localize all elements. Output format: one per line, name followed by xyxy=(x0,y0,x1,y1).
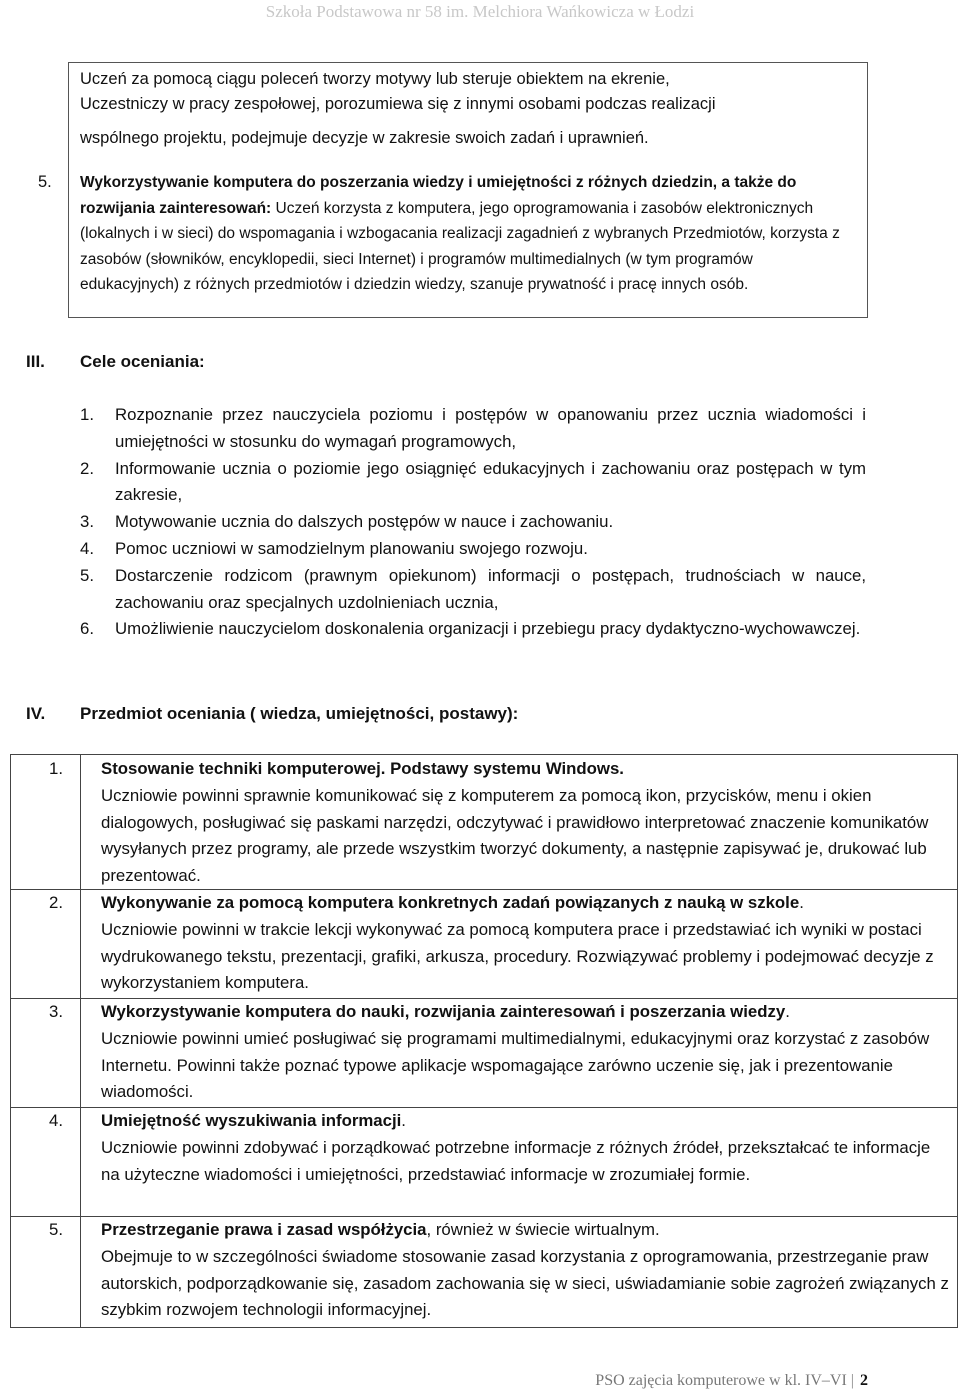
goal-item xyxy=(80,402,866,456)
subject-table xyxy=(10,754,958,1328)
row-body xyxy=(101,756,951,890)
row-text: Uczniowie powinni zdobywać i porządkować potrzebne informacje z różnych źródeł, przekształcać te informacje na użyteczne wiadomości i umiejętności, przedstawiać informacje w zrozumiałej formie. xyxy=(101,1137,931,1184)
section-3-title: Cele oceniania: xyxy=(80,352,205,371)
goal-item xyxy=(80,536,866,563)
row-number: 5. xyxy=(49,1220,63,1239)
school-header: Szkoła Podstawowa nr 58 im. Melchiora Wańkowicza w Łodzi xyxy=(265,2,695,21)
box-item-text: Uczeń korzysta z komputera, jego oprogramowania i zasobów elektronicznych (lokalnych i w sieci) do wspomagania i wzbogacania realizacji zagadnień z wybranych Przedmiotów, korzysta z zasobów (słowników, encyklopedii, sieci Internet) i programów multimedialnych (w tym programów edukacyjnych) z różnych przedmiotów i dziedzin wiedzy, szanuje prywatność i pracę innych osób. xyxy=(80,199,840,293)
section-3-number: III. xyxy=(26,352,45,371)
goal-number: 6. xyxy=(80,619,94,639)
goal-number: 3. xyxy=(80,512,94,532)
row-title: Umiejętność wyszukiwania informacji xyxy=(101,1111,402,1130)
table-row xyxy=(11,755,957,888)
goal-item xyxy=(80,456,866,510)
table-row xyxy=(11,1216,957,1328)
row-body xyxy=(101,999,951,1106)
row-body xyxy=(101,1217,951,1324)
table-row xyxy=(11,889,957,997)
goal-text: Motywowanie ucznia do dalszych postępów w nauce i zachowaniu. xyxy=(115,512,614,532)
row-text: Uczniowie powinni sprawnie komunikować się z komputerem za pomocą ikon, przycisków, menu i okien dialogowych, posługiwać się paskami narzędzi, odczytywać i prawidłowo interpretować znaczenie komunikatów wysyłanych przez programy, ale przede wszystkim tworzyć dokumenty, a następnie zapisywać je, drukować lub prezentować. xyxy=(101,785,929,886)
row-title-rest: , również w świecie wirtualnym. xyxy=(426,1220,660,1239)
goal-text: Dostarczenie rodzicom (prawnym opiekunom) informacji o postępach, trudnościach w nauce, zachowaniu oraz specjalnych uzdolnieniach ucznia, xyxy=(115,565,866,612)
table-row xyxy=(11,998,957,1107)
page-number: 2 xyxy=(860,1372,868,1389)
row-body xyxy=(101,1108,951,1188)
box-item-5 xyxy=(80,170,840,298)
goal-item xyxy=(80,563,866,617)
goal-item xyxy=(80,616,866,643)
goal-text: Pomoc uczniowi w samodzielnym planowaniu swojego rozwoju. xyxy=(115,538,588,558)
row-text: Uczniowie powinni w trakcie lekcji wykonywać za pomocą komputera prace i przedstawiać ich wyniki w postaci wydrukowanego tekstu, prezentacji, grafiki, arkusza, procedury. Rozwiązywać problemy i podejmować decyzje z wykorzystaniem komputera. xyxy=(101,919,934,993)
row-title: Wykorzystywanie komputera do nauki, rozwijania zainteresowań i poszerzania wiedzy xyxy=(101,1002,786,1021)
row-number: 3. xyxy=(49,1002,63,1021)
page-footer xyxy=(595,1372,868,1390)
box-paragraph xyxy=(80,67,860,151)
row-body xyxy=(101,890,951,997)
section-4-title: Przedmiot oceniania ( wiedza, umiejętności, postawy): xyxy=(80,704,519,723)
goal-number: 4. xyxy=(80,538,94,558)
box-item-number: 5. xyxy=(38,173,52,191)
row-title: Wykonywanie za pomocą komputera konkretnych zadań powiązanych z nauką w szkole xyxy=(101,893,800,912)
section-4-number: IV. xyxy=(26,704,46,723)
row-text: Uczniowie powinni umieć posługiwać się programami multimedialnymi, edukacyjnymi oraz korzystać z zasobów Internetu. Powinni także poznać typowe aplikacje wspomagające zarówno uczenie się, jak i prezentowanie wiadomości. xyxy=(101,1028,930,1102)
row-number: 4. xyxy=(49,1111,63,1130)
goal-text: Rozpoznanie przez nauczyciela poziomu i postępów w opanowaniu przez ucznia wiadomości i umiejętności w stosunku do wymagań programowych, xyxy=(115,405,866,451)
row-title: Stosowanie techniki komputerowej. Podstawy systemu Windows. xyxy=(101,759,624,778)
footer-label: PSO zajęcia komputerowe w kl. IV–VI xyxy=(595,1372,847,1389)
goal-text: Umożliwienie nauczycielom doskonalenia organizacji i przebiegu pracy dydaktyczno-wychowawczej. xyxy=(115,619,861,639)
row-title-rest: . xyxy=(401,1111,406,1130)
row-text: Obejmuje to w szczególności świadome stosowanie zasad korzystania z oprogramowania, przestrzeganie praw autorskich, podporządkowanie się, zasadom zachowania się w sieci, uświadamianie sobie zagrożeń związanych z szybkim rozwojem technologii informacyjnej. xyxy=(101,1246,949,1320)
footer-separator: | xyxy=(850,1372,854,1389)
goal-item xyxy=(80,509,866,536)
box-item-title: Wykorzystywanie komputera do poszerzania wiedzy i umiejętności z różnych dziedzin, a także do rozwijania zainteresowań: xyxy=(80,174,797,217)
row-title-rest: . xyxy=(799,893,804,912)
goal-number: 5. xyxy=(80,565,94,585)
goal-number: 1. xyxy=(80,405,94,424)
goal-number: 2. xyxy=(80,458,94,478)
row-number: 2. xyxy=(49,893,63,912)
box-line-2: Uczestniczy w pracy zespołowej, porozumiewa się z innymi osobami podczas realizacji xyxy=(80,95,716,113)
box-line-3: wspólnego projektu, podejmuje decyzje w zakresie swoich zadań i uprawnień. xyxy=(80,129,649,147)
row-title-rest: . xyxy=(785,1002,790,1021)
table-row xyxy=(11,1107,957,1216)
row-title: Przestrzeganie prawa i zasad współżycia xyxy=(101,1220,427,1239)
row-number: 1. xyxy=(49,759,63,778)
box-line-1: Uczeń za pomocą ciągu poleceń tworzy motywy lub steruje obiektem na ekrenie, xyxy=(80,70,670,88)
goal-text: Informowanie ucznia o poziomie jego osiągnięć edukacyjnych i zachowaniu oraz postępach w tym zakresie, xyxy=(115,458,866,505)
goals-list xyxy=(80,402,866,643)
